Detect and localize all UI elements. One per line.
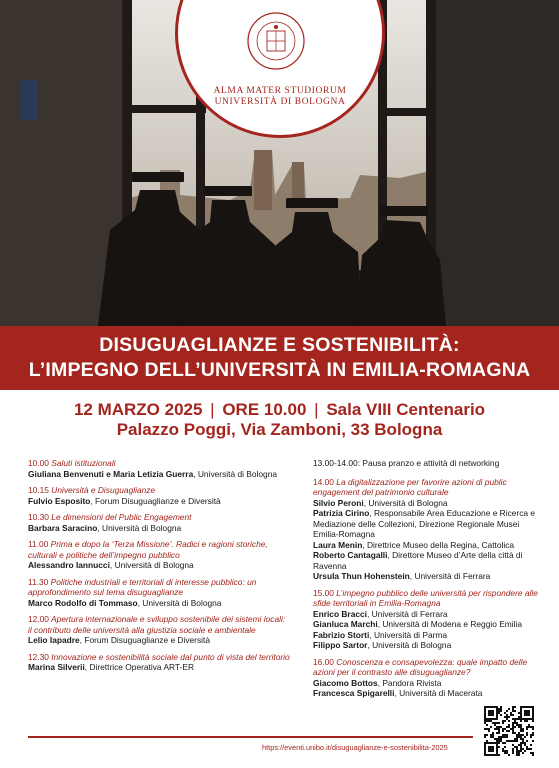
speaker-name: Filippo Sartor	[313, 640, 368, 650]
speaker-name: Patrizia Cirino	[313, 508, 370, 518]
speaker-name: Francesca Spigarelli	[313, 688, 395, 698]
session-heading	[28, 512, 290, 523]
session-heading	[28, 652, 290, 663]
speaker-affiliation: , Università di Bologna	[193, 468, 278, 479]
speaker-affiliation: , Università di Bologna	[367, 640, 452, 650]
session-time: 11.00	[28, 539, 49, 549]
event-room: Sala VIII Centenario	[326, 400, 486, 419]
session-time: 10.00	[28, 458, 49, 468]
speaker-affiliation: , Università di Ferrara	[409, 571, 491, 581]
title-line-1: DISUGUAGLIANZE E SOSTENIBILITÀ:	[99, 334, 460, 356]
speaker-affiliation: , Università di Parma	[369, 629, 448, 640]
speaker-affiliation: , Forum Disuguaglianze e Diversità	[90, 495, 221, 506]
speaker-name: Fulvio Esposito	[28, 495, 91, 506]
session-title: Prima e dopo la ‘Terza Missione’. Radici e ragioni storiche, culturali e politiche dell’impegno pubblico	[28, 539, 268, 560]
speaker-line	[28, 662, 290, 673]
session-title: Apertura internazionale e sviluppo sostenibile dei sistemi locali: il contributo delle università alla giustizia sociale e ambientale	[28, 614, 286, 635]
speaker-affiliation: , Forum Disuguaglianze e Diversità	[79, 635, 211, 645]
separator: |	[314, 400, 319, 419]
program-right-sessions	[313, 477, 543, 699]
session-item	[28, 458, 290, 479]
speaker-line	[313, 619, 543, 630]
lunch-break: 13.00-14.00: Pausa pranzo e attività di networking	[313, 458, 500, 468]
session-heading	[313, 657, 543, 678]
speaker-name: Giacomo Bottos	[313, 677, 378, 688]
session-time: 10.15	[28, 485, 49, 495]
speaker-name: Gianluca Marchi	[313, 619, 378, 629]
speaker-name: Alessandro Iannucci	[28, 560, 110, 570]
title-line-2: L’IMPEGNO DELL’UNIVERSITÀ IN EMILIA-ROMAGNA	[28, 359, 531, 381]
speaker-name: Fabrizio Storti	[313, 629, 370, 640]
session-item	[28, 485, 290, 506]
session-title: La digitalizzazione per favorire azioni di public engagement del patrimonio culturale	[313, 476, 507, 497]
session-item	[313, 588, 543, 651]
footer-rule	[28, 736, 473, 738]
speaker-line	[313, 688, 543, 699]
speaker-line	[313, 550, 543, 571]
session-title: Innovazione e sostenibilità sociale dal punto di vista del territorio	[51, 651, 290, 662]
session-item	[313, 477, 543, 582]
session-heading	[28, 614, 290, 635]
seal-line-2: UNIVERSITÀ DI BOLOGNA	[214, 97, 346, 107]
speaker-name: Marco Rodolfo di Tommaso	[28, 597, 138, 608]
speaker-affiliation: , Università di Modena e Reggio Emilia	[377, 619, 523, 629]
speaker-line	[28, 469, 290, 480]
event-venue: Palazzo Poggi, Via Zamboni, 33 Bologna	[116, 420, 443, 439]
speaker-line	[313, 540, 543, 551]
speaker-name: Silvio Peroni	[313, 497, 364, 508]
session-title: Conoscenza e consapevolezza: quale impatto delle azioni per il contrasto alle disuguaglianze?	[313, 656, 528, 677]
speaker-line	[313, 508, 543, 540]
speaker-line	[313, 640, 543, 651]
speaker-name: Ursula Thun Hohenstein	[313, 571, 410, 581]
title-band	[0, 326, 559, 390]
speaker-affiliation: , Direttrice Museo della Regina, Cattolica	[362, 539, 515, 550]
speaker-name: Enrico Bracci	[313, 608, 367, 619]
session-heading	[28, 458, 290, 469]
session-heading	[28, 485, 290, 496]
speaker-affiliation: , Università di Macerata	[394, 688, 483, 698]
session-title: Politiche industriali e territoriali di interesse pubblico: un approfondimento sul tema disuguaglianze	[28, 576, 257, 597]
session-heading	[28, 539, 290, 560]
session-title: Le dimensioni del Public Engagement	[51, 512, 192, 522]
speaker-line	[28, 635, 290, 646]
speaker-line	[313, 498, 543, 509]
speaker-affiliation: , Direttore Museo d’Arte della città di Ravenna	[313, 550, 523, 571]
session-heading	[313, 588, 543, 609]
program-column-right	[313, 458, 543, 705]
seal-line-1: ALMA MATER STUDIORUM	[213, 86, 347, 96]
event-url-link[interactable]: https://eventi.unibo.it/disuguaglianze-e-sostenibilita-2025	[262, 743, 448, 752]
session-heading	[28, 577, 290, 598]
speaker-name: Marina Silverii	[28, 662, 85, 672]
separator: |	[210, 400, 215, 419]
session-item	[28, 539, 290, 571]
speaker-affiliation: , Direttrice Operativa ART-ER	[84, 662, 195, 672]
speaker-line	[28, 523, 290, 534]
speaker-line	[28, 598, 290, 609]
session-time: 15.00	[313, 587, 334, 598]
speaker-affiliation: , Università di Bologna	[137, 597, 222, 608]
session-time: 16.00	[313, 656, 334, 667]
speaker-name: Barbara Saracino	[28, 522, 98, 533]
event-time: ORE 10.00	[222, 400, 307, 419]
speaker-name: Giuliana Benvenuti e Maria Letizia Guerra	[28, 468, 194, 479]
seal-emblem-icon	[246, 11, 306, 71]
speaker-affiliation: , Pandora Rivista	[377, 677, 442, 688]
event-datetime	[0, 400, 559, 420]
speaker-name: Lelio Iapadre	[28, 635, 80, 645]
hero-photo	[0, 0, 559, 326]
speaker-line	[313, 678, 543, 689]
session-item	[313, 657, 543, 699]
speaker-line	[313, 630, 543, 641]
session-item	[28, 614, 290, 646]
speaker-name: Roberto Cantagalli	[313, 550, 388, 560]
program-column-left	[28, 458, 290, 679]
speaker-line	[313, 571, 543, 582]
speaker-affiliation: , Responsabile Area Educazione e Ricerca e Mediazione delle Collezioni, Direzione Regionale Musei Emilia-Romagna	[313, 508, 536, 539]
session-heading	[313, 477, 543, 498]
speaker-affiliation: , Università di Bologna	[109, 560, 194, 570]
qr-code-icon[interactable]	[484, 706, 534, 756]
session-time: 12.30	[28, 651, 49, 662]
session-item	[28, 577, 290, 609]
speaker-name: Laura Menin	[313, 539, 363, 550]
session-title: L’impegno pubblico delle università per rispondere alle sfide territoriali in Emilia-Romagna	[313, 587, 538, 608]
session-time: 11.30	[28, 576, 49, 587]
speaker-line	[28, 496, 290, 507]
session-item	[28, 652, 290, 673]
session-time: 10.30	[28, 512, 49, 522]
speaker-affiliation: , Università di Ferrara	[367, 608, 448, 619]
speaker-line	[28, 560, 290, 571]
session-time: 14.00	[313, 476, 334, 487]
session-title: Saluti istituzionali	[51, 458, 116, 468]
speaker-affiliation: , Università di Bologna	[97, 522, 182, 533]
session-item	[28, 512, 290, 533]
speaker-affiliation: , Università di Bologna	[363, 497, 448, 508]
session-title: Università e Disuguaglianze	[51, 485, 156, 495]
event-date: 12 MARZO 2025	[73, 400, 203, 419]
speaker-line	[313, 609, 543, 620]
session-time: 12.00	[28, 614, 49, 624]
